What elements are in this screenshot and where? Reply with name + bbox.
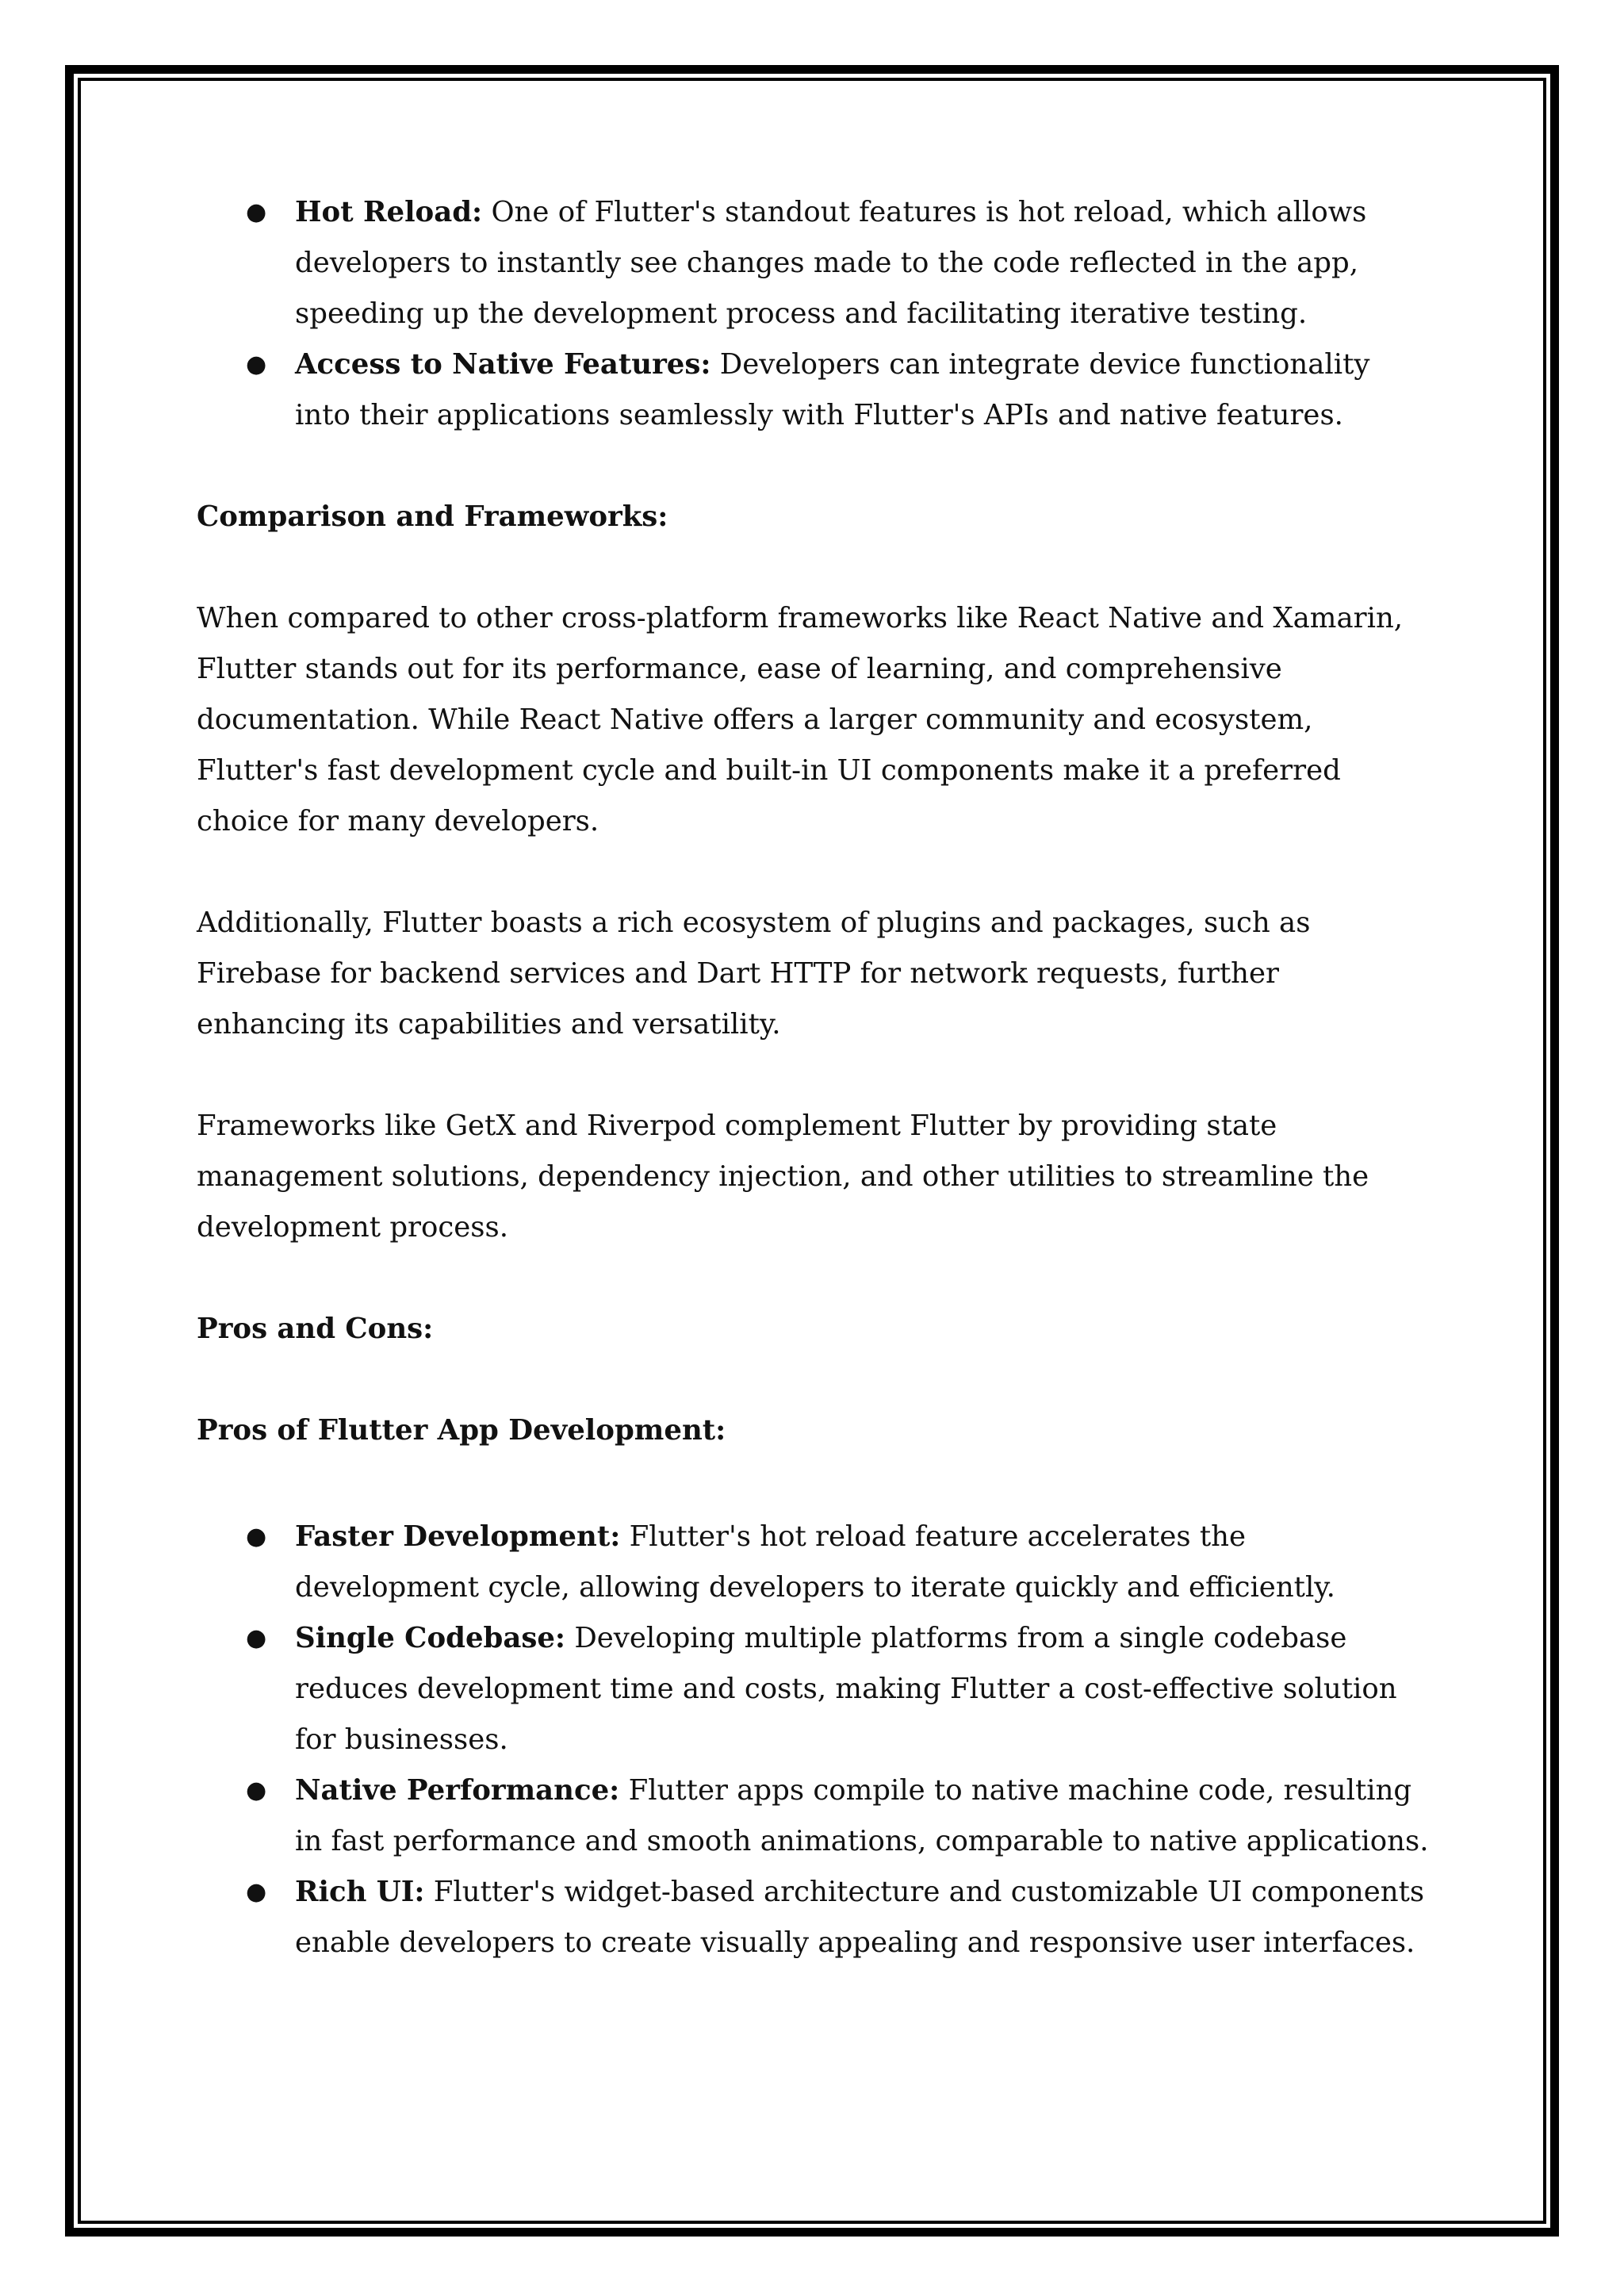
paragraph: Additionally, Flutter boasts a rich ecosystem of plugins and packages, such as Firebase for backend services and Dart HTTP for network requests, further enhancing its capabilities and versatility. <box>197 907 1311 1041</box>
bullet-text: One of Flutter's standout features is hot reload, which allows developers to instantly see changes made to the code reflected in the app, speeding up the development process and facilitating iterative testing. <box>295 196 1367 330</box>
bullet-icon: ● <box>246 1878 267 1906</box>
section-heading-pros: Pros of Flutter App Development: <box>197 1414 726 1447</box>
section-heading-comparison: Comparison and Frameworks: <box>197 500 668 533</box>
bullet-text: Flutter apps compile to native machine code, resulting in fast performance and smooth animations, comparable to native applications. <box>295 1774 1429 1857</box>
list-item <box>197 1613 1434 1765</box>
bullet-text: Flutter's hot reload feature accelerates the development cycle, allowing developers to iterate quickly and efficiently. <box>295 1520 1335 1604</box>
list-item <box>197 1765 1434 1867</box>
bullet-title: Rich UI: <box>295 1876 425 1908</box>
bullet-icon: ● <box>246 351 267 378</box>
paragraph: When compared to other cross-platform frameworks like React Native and Xamarin, Flutter stands out for its performance, ease of learning, and comprehensive documentation. While React Native offers a larger community and ecosystem, Flutter's fast development cycle and built-in UI components make it a preferred choice for many developers. <box>197 602 1404 838</box>
bullet-icon: ● <box>246 1624 267 1652</box>
feature-bullet-list <box>197 187 1434 441</box>
bullet-icon: ● <box>246 1523 267 1550</box>
bullet-title: Faster Development: <box>295 1520 621 1553</box>
bullet-icon: ● <box>246 198 267 226</box>
bullet-text: Developers can integrate device functionality into their applications seamlessly with Flutter's APIs and native features. <box>295 348 1370 431</box>
bullet-icon: ● <box>246 1777 267 1804</box>
bullet-title: Single Codebase: <box>295 1622 566 1654</box>
bullet-title: Access to Native Features: <box>295 348 711 381</box>
pros-bullet-list <box>197 1512 1434 1968</box>
bullet-title: Native Performance: <box>295 1774 620 1807</box>
list-item <box>197 339 1434 441</box>
list-item <box>197 187 1434 339</box>
bullet-text: Flutter's widget-based architecture and customizable UI components enable developers to create visually appealing and responsive user interfaces. <box>295 1876 1425 1959</box>
list-item <box>197 1512 1434 1613</box>
bullet-text: Developing multiple platforms from a single codebase reduces development time and costs, making Flutter a cost-effective solution for businesses. <box>295 1622 1397 1756</box>
list-item <box>197 1867 1434 1968</box>
section-heading-pros-cons: Pros and Cons: <box>197 1313 434 1345</box>
document-body <box>197 187 1434 1968</box>
paragraph: Frameworks like GetX and Riverpod complement Flutter by providing state management solutions, dependency injection, and other utilities to streamline the development process. <box>197 1110 1369 1244</box>
bullet-title: Hot Reload: <box>295 196 483 228</box>
